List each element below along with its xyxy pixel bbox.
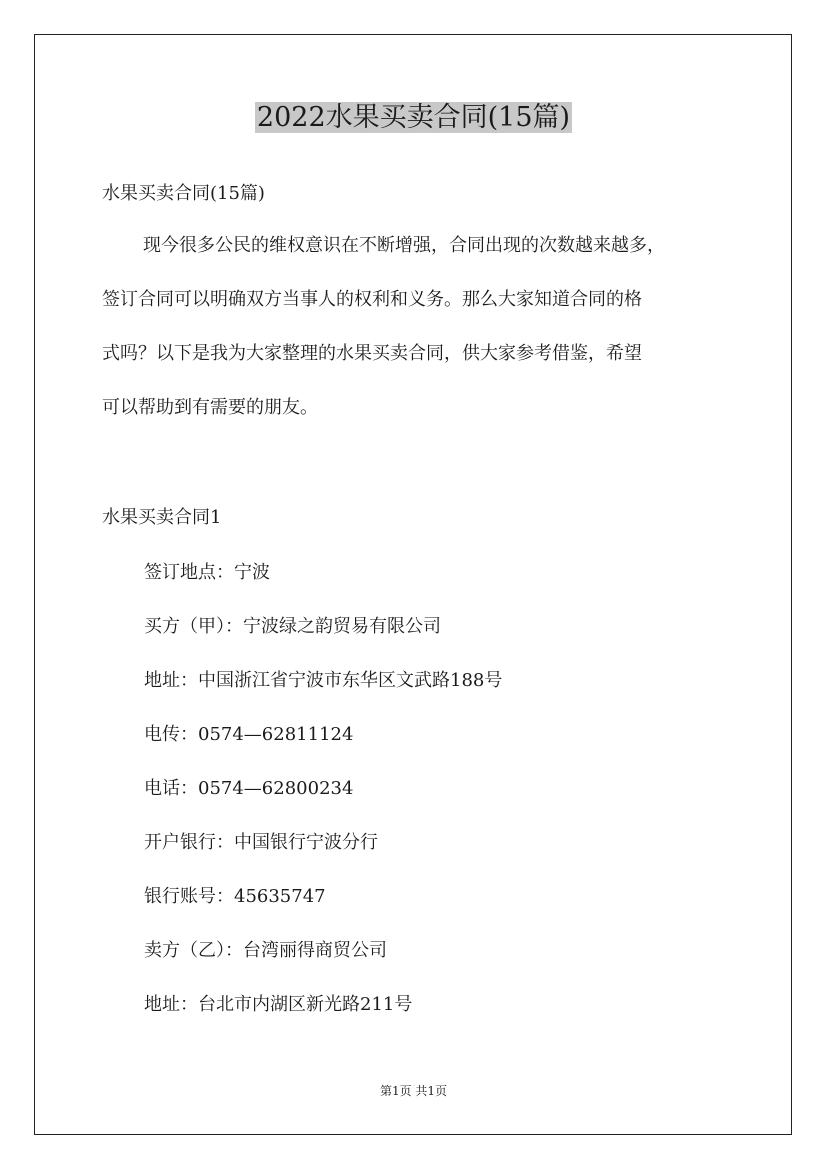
field-line: 地址：中国浙江省宁波市东华区文武路188号 xyxy=(144,670,503,691)
field-line: 签订地点：宁波 xyxy=(144,562,270,583)
field-line: 银行账号：45635747 xyxy=(144,886,326,907)
field-line: 地址：台北市内湖区新光路211号 xyxy=(144,994,413,1015)
field-line: 电传：0574—62811124 xyxy=(144,724,354,745)
intro-paragraph xyxy=(102,219,732,435)
document-title-text: 2022水果买卖合同(15篇) xyxy=(256,102,571,133)
intro-line: 式吗？以下是我为大家整理的水果买卖合同，供大家参考借鉴，希望 xyxy=(102,343,642,364)
document-title xyxy=(0,98,827,138)
field-line: 买方（甲）：宁波绿之韵贸易有限公司 xyxy=(144,616,441,637)
intro-line: 可以帮助到有需要的朋友。 xyxy=(102,397,318,418)
field-line: 开户银行：中国银行宁波分行 xyxy=(144,832,378,853)
section-heading: 水果买卖合同1 xyxy=(102,507,222,528)
document-subtitle: 水果买卖合同(15篇) xyxy=(102,183,265,204)
field-line: 电话：0574—62800234 xyxy=(144,778,354,799)
field-line: 卖方（乙）：台湾丽得商贸公司 xyxy=(144,940,387,961)
intro-line: 现今很多公民的维权意识在不断增强，合同出现的次数越来越多， xyxy=(143,235,665,256)
intro-line: 签订合同可以明确双方当事人的权利和义务。那么大家知道合同的格 xyxy=(102,289,642,310)
page-footer: 第1页 共1页 xyxy=(379,1084,448,1098)
